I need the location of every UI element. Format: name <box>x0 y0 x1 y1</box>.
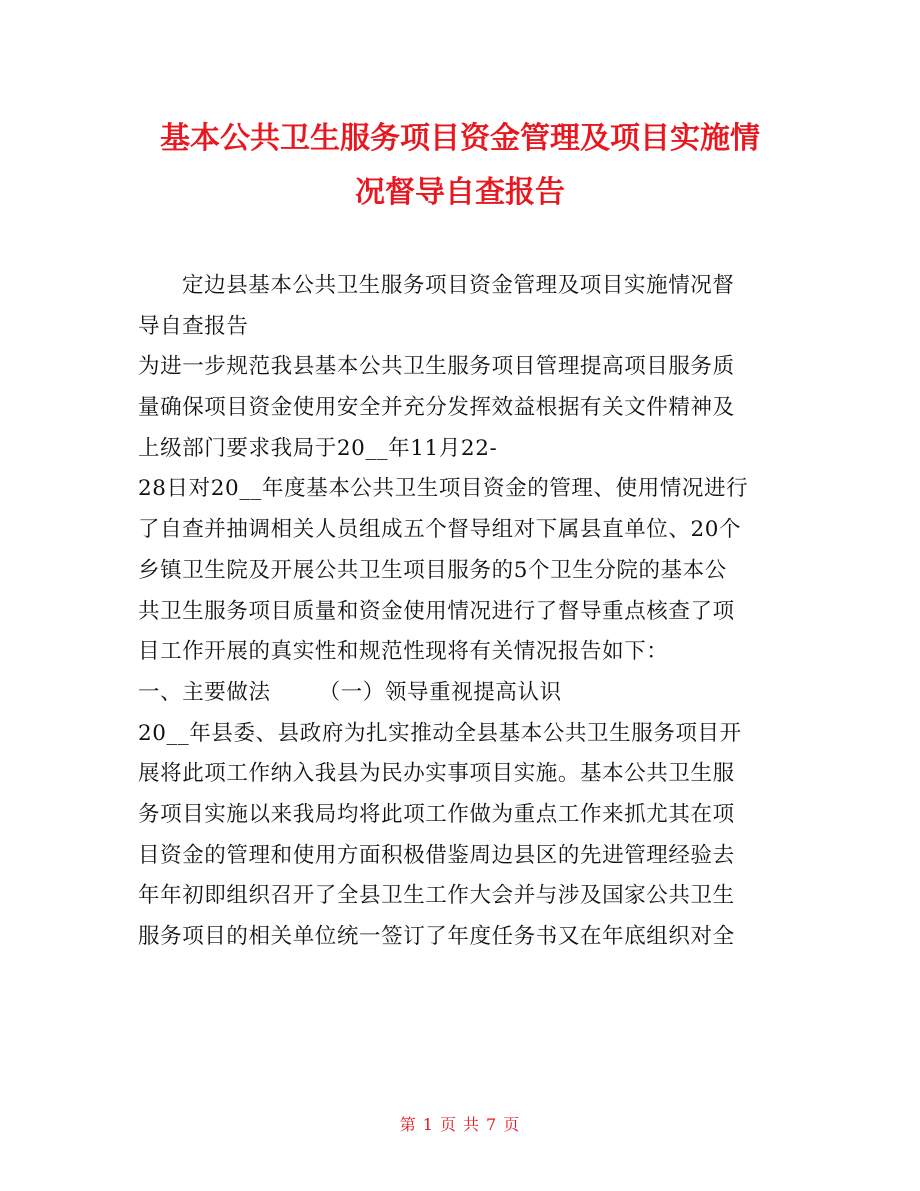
body-line: 28日对20__年度基本公共卫生项目资金的管理、使用情况进行 <box>138 476 749 502</box>
footer-total-word: 共 <box>463 1115 481 1134</box>
footer-prefix: 第 <box>399 1115 417 1134</box>
body-line: 乡镇卫生院及开展公共卫生项目服务的5个卫生分院的基本公 <box>138 557 727 583</box>
footer-page-word: 页 <box>439 1115 457 1134</box>
section-heading-sub: （一）领导重视提高认识 <box>318 679 562 705</box>
page-footer <box>0 1112 920 1135</box>
document-title <box>120 112 800 220</box>
footer-page-number: 1 <box>422 1115 434 1134</box>
body-line: 上级部门要求我局于20__年11月22- <box>138 435 498 461</box>
body-line: 目工作开展的真实性和规范性现将有关情况报告如下： <box>138 639 669 665</box>
body-line: 目资金的管理和使用方面积极借鉴周边县区的先进管理经验去 <box>138 842 735 868</box>
document-body <box>138 266 788 958</box>
body-line: 定边县基本公共卫生服务项目资金管理及项目实施情况督 <box>182 273 735 298</box>
body-line: 量确保项目资金使用安全并充分发挥效益根据有关文件精神及 <box>138 395 735 421</box>
body-line: 为进一步规范我县基本公共卫生服务项目管理提高项目服务质 <box>138 354 735 380</box>
body-line: 服务项目的相关单位统一签订了年度任务书又在年底组织对全 <box>138 924 735 949</box>
body-line: 年年初即组织召开了全县卫生工作大会并与涉及国家公共卫生 <box>138 883 735 909</box>
body-line: 了自查并抽调相关人员组成五个督导组对下属县直单位、20个 <box>138 517 742 543</box>
footer-total-pages: 7 <box>486 1115 498 1134</box>
body-line: 共卫生服务项目质量和资金使用情况进行了督导重点核查了项 <box>138 598 735 624</box>
section-heading-main: 一、主要做法 <box>138 679 271 705</box>
footer-suffix: 页 <box>503 1115 521 1134</box>
body-line: 展将此项工作纳入我县为民办实事项目实施。基本公共卫生服 <box>138 761 735 787</box>
body-line: 务项目实施以来我局均将此项工作做为重点工作来抓尤其在项 <box>138 801 735 827</box>
title-line-1: 基本公共卫生服务项目资金管理及项目实施情 <box>160 121 760 156</box>
title-line-2: 况督导自查报告 <box>355 175 565 210</box>
body-line: 导自查报告 <box>138 313 249 339</box>
section-heading <box>138 673 788 714</box>
body-line: 20__年县委、县政府为扎实推动全县基本公共卫生服务项目开 <box>138 720 742 746</box>
